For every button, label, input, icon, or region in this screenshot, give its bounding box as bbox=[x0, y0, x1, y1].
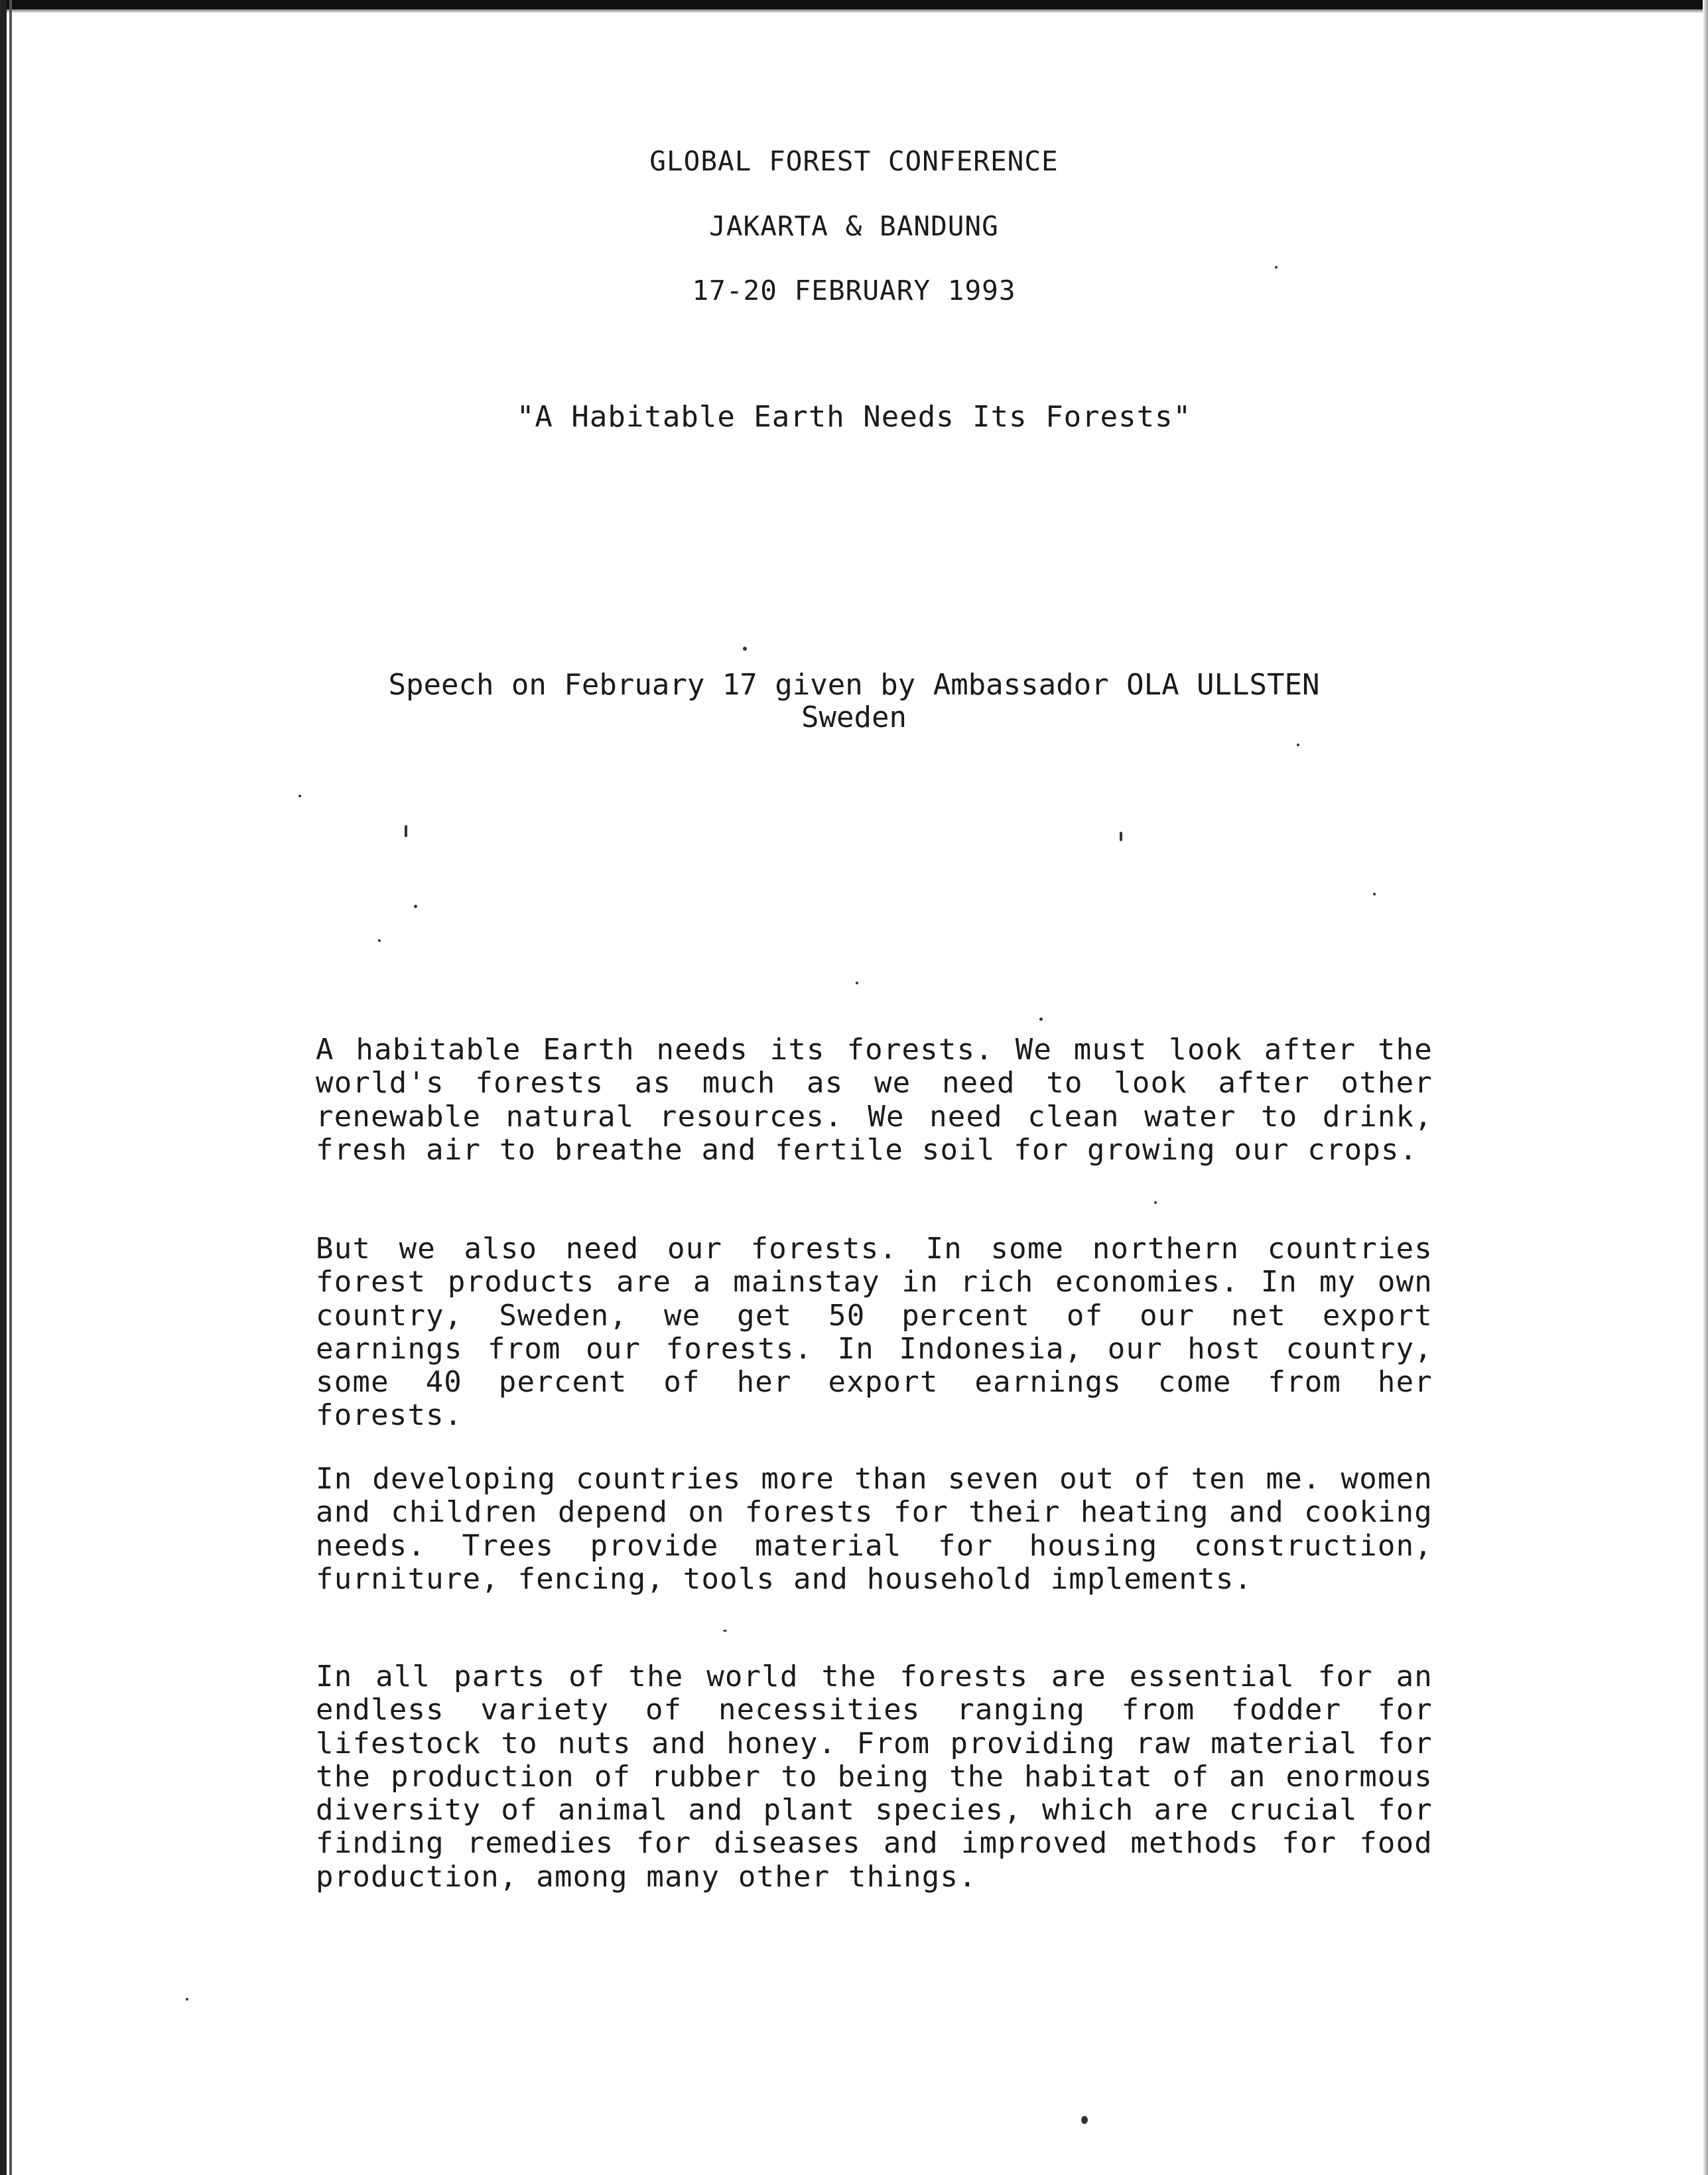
conference-dates: 17-20 FEBRUARY 1993 bbox=[692, 275, 1016, 306]
scan-speck bbox=[405, 825, 407, 837]
conference-theme: "A Habitable Earth Needs Its Forests" bbox=[516, 400, 1192, 434]
scan-speck bbox=[414, 905, 417, 908]
scan-speck bbox=[1039, 1018, 1043, 1021]
body-paragraph-1: A habitable Earth needs its forests. We must look after the world's forests as much as we need to look after other renewable natural resources. We need clean water to drink, fresh air to breathe and fertile soil for growing our crops. bbox=[316, 1033, 1433, 1167]
speech-byline: Speech on February 17 given by Ambassador OLA ULLSTEN bbox=[388, 668, 1320, 702]
body-paragraph-2: But we also need our forests. In some northern countries forest products are a mainstay in rich economies. In my own country, Sweden, we get 50 percent of our net export earnings from our forests. In Indonesia, our host country, some 40 percent of her export earnings come from her forests. bbox=[316, 1232, 1433, 1433]
scan-speck bbox=[1120, 832, 1122, 841]
body-paragraph-3: In developing countries more than seven out of ten me. women and children depend on forests for their heating and cooking needs. Trees provide material for housing construction, furniture, fencing, tools and household implements. bbox=[316, 1462, 1433, 1596]
speech-country: Sweden bbox=[801, 700, 907, 734]
scan-top-shadow bbox=[0, 9, 1708, 13]
scan-left-edge bbox=[0, 0, 7, 2175]
scan-right-edge bbox=[1703, 0, 1708, 2175]
scan-speck bbox=[1297, 744, 1299, 746]
scan-speck bbox=[378, 939, 381, 942]
scan-speck bbox=[1275, 266, 1278, 269]
scan-top-edge bbox=[0, 0, 1708, 9]
scan-speck bbox=[298, 795, 301, 797]
scan-speck bbox=[186, 1998, 188, 2001]
scan-speck bbox=[743, 647, 747, 651]
scan-speck bbox=[856, 982, 858, 984]
conference-location: JAKARTA & BANDUNG bbox=[709, 210, 999, 242]
scan-left-edge-line bbox=[9, 0, 12, 2175]
scan-speck bbox=[723, 1630, 727, 1632]
scan-speck bbox=[1373, 893, 1376, 895]
body-paragraph-4: In all parts of the world the forests are essential for an endless variety of necessities ranging from fodder for lifestock to nuts and honey. From providing raw material for the production of rubber to being the habitat of an enormous diversity of animal and plant species, which are crucial for finding remedies for diseases and improved methods for food production, among many other things. bbox=[316, 1660, 1433, 1894]
conference-title: GLOBAL FOREST CONFERENCE bbox=[649, 145, 1059, 177]
scan-speck bbox=[1154, 1201, 1157, 1204]
scan-speck bbox=[1081, 2116, 1088, 2124]
